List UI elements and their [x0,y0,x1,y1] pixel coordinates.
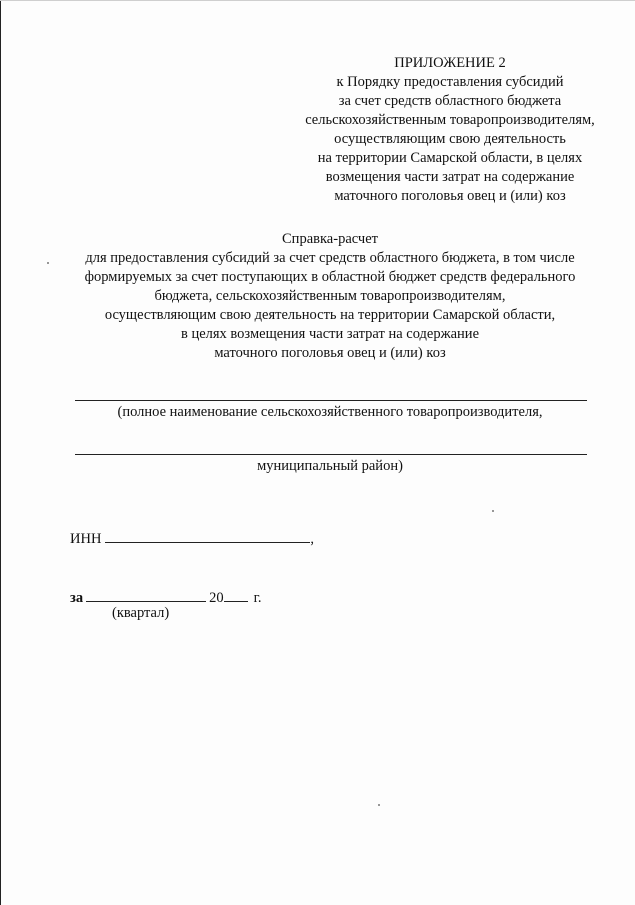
producer-name-caption: (полное наименование сельскохозяйственного товаропроизводителя, [117,404,543,420]
heading-line: бюджета, сельскохозяйственным товаропроизводителям, [154,288,506,304]
year-suffix: г. [253,590,262,606]
annex-line: сельскохозяйственным товаропроизводителям, [305,112,595,128]
annex-block [290,54,610,206]
annex-line: к Порядку предоставления субсидий [336,74,564,90]
document-heading [60,230,600,363]
heading-line: осуществляющим свою деятельность на территории Самарской области, [104,307,556,323]
heading-line: в целях возмещения части затрат на содержание [180,326,479,342]
document-title: Справка-расчет [282,231,378,247]
annex-line: на территории Самарской области, в целях [317,150,583,166]
year-field[interactable] [224,587,248,602]
annex-line: осуществляющим свою деятельность [334,131,566,147]
period-prefix: за [70,590,84,606]
annex-title: ПРИЛОЖЕНИЕ 2 [394,55,506,71]
inn-row [70,528,314,548]
page-edge-top [0,0,635,1]
district-caption: муниципальный район) [257,458,403,474]
inn-field[interactable] [105,528,310,543]
annex-line: за счет средств областного бюджета [338,93,562,109]
inn-suffix: , [310,531,315,547]
heading-line: маточного поголовья овец и (или) коз [214,345,446,361]
annex-line: возмещения части затрат на содержание [325,169,575,185]
quarter-caption: (квартал) [112,605,170,621]
annex-line: маточного поголовья овец и (или) коз [334,188,566,204]
scan-speck [378,804,380,806]
producer-name-line[interactable] [75,400,587,401]
page-edge-left [0,0,1,905]
quarter-field[interactable] [86,587,206,602]
heading-line: для предоставления субсидий за счет средств областного бюджета, в том числе [85,250,575,266]
district-line[interactable] [75,454,587,455]
scan-speck [492,510,494,512]
heading-line: формируемых за счет поступающих в областной бюджет средств федерального [84,269,576,285]
scan-speck [47,262,49,264]
inn-label: ИНН [70,531,102,547]
period-row [70,587,262,607]
year-prefix: 20 [209,590,224,606]
